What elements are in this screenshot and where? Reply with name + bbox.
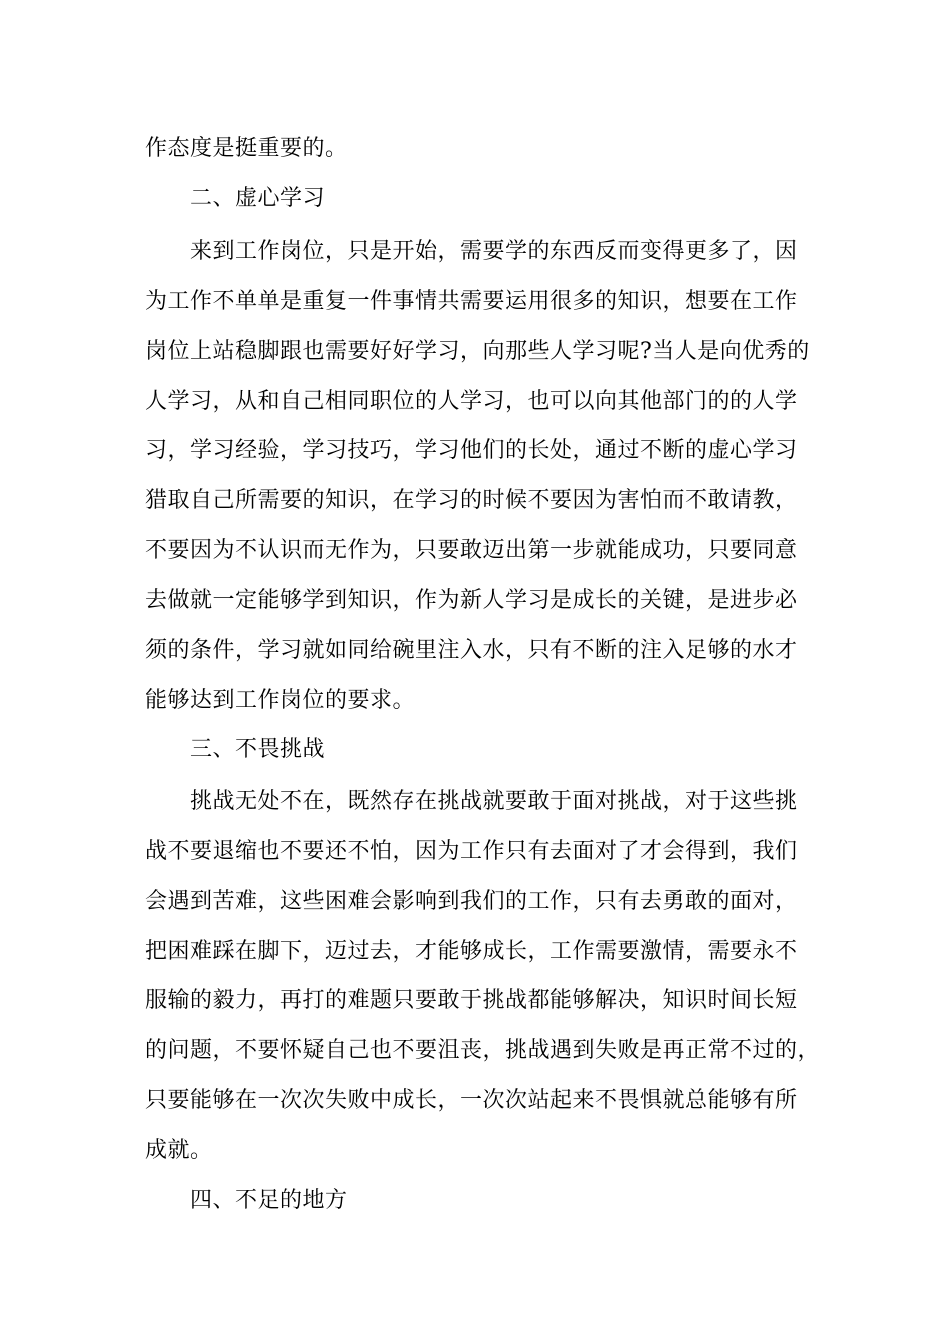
text-line: 会遇到苦难，这些困难会影响到我们的工作，只有去勇敢的面对， [145,889,798,914]
text-line: 把困难踩在脚下，迈过去，才能够成长，工作需要激情，需要永不 [145,939,798,964]
text-line: 习，学习经验，学习技巧，学习他们的长处，通过不断的虚心学习 [145,438,798,463]
text-line: 来到工作岗位，只是开始，需要学的东西反而变得更多了，因 [190,239,798,264]
text-line: 的问题，不要怀疑自己也不要沮丧，挑战遇到失败是再正常不过的， [145,1038,821,1063]
section-heading: 三、不畏挑战 [190,737,326,762]
text-line: 岗位上站稳脚跟也需要好好学习，向那些人学习呢?当人是向优秀的 [145,339,810,364]
text-line: 挑战无处不在，既然存在挑战就要敢于面对挑战，对于这些挑 [190,789,798,814]
text-line: 猎取自己所需要的知识，在学习的时候不要因为害怕而不敢请教， [145,488,798,513]
text-line: 去做就一定能够学到知识，作为新人学习是成长的关键，是进步必 [145,588,798,613]
text-line: 为工作不单单是重复一件事情共需要运用很多的知识，想要在工作 [145,289,798,314]
text-line: 成就。 [145,1138,213,1163]
text-line: 战不要退缩也不要还不怕，因为工作只有去面对了才会得到，我们 [145,839,798,864]
text-line: 不要因为不认识而无作为，只要敢迈出第一步就能成功，只要同意 [145,538,798,563]
text-line: 人学习，从和自己相同职位的人学习，也可以向其他部门的的人学 [145,389,798,414]
text-line: 须的条件，学习就如同给碗里注入水，只有不断的注入足够的水才 [145,638,798,663]
text-line: 只要能够在一次次失败中成长，一次次站起来不畏惧就总能够有所 [145,1088,798,1113]
text-line: 服输的毅力，再打的难题只要敢于挑战都能够解决，知识时间长短 [145,988,798,1013]
section-heading: 二、虚心学习 [190,186,326,211]
text-line: 作态度是挺重要的。 [145,136,348,161]
text-line: 能够达到工作岗位的要求。 [145,688,416,713]
section-heading: 四、不足的地方 [190,1188,348,1213]
